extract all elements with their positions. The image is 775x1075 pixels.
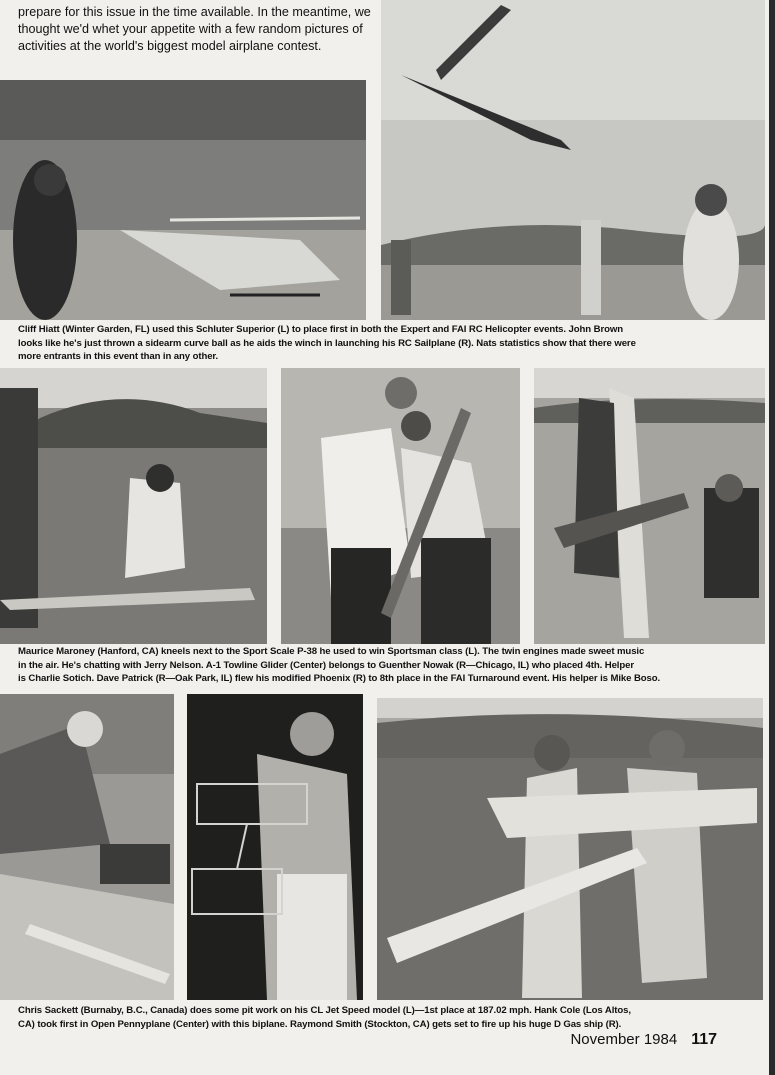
photo-jet-speed-pit: [0, 694, 174, 1000]
page-number: 117: [691, 1031, 717, 1048]
caption-line: is Charlie Sotich. Dave Patrick (R—Oak Park, IL) flew his modified Phoenix (R) to 8th place in the FAI Turnaround event. His helper is Mike Boso.: [18, 673, 661, 684]
caption-row-2: [18, 645, 763, 686]
issue-date: November 1984: [570, 1031, 678, 1048]
intro-line: activities at the world's biggest model airplane contest.: [18, 39, 322, 53]
intro-line: thought we'd whet your appetite with a few random pictures of: [18, 22, 363, 36]
caption-line: CA) took first in Open Pennyplane (Center) with this biplane. Raymond Smith (Stockton, CA) gets set to fire up his huge D Gas ship (R).: [18, 1018, 622, 1030]
photo-phoenix-turnaround: [534, 368, 765, 644]
caption-row-3: [18, 1004, 763, 1031]
photo-p38-scale: [0, 368, 267, 644]
photo-towline-glider: [281, 368, 520, 644]
caption-line: looks like he's just thrown a sidearm curve ball as he aids the winch in launching his RC Sailplane (R). Nats statistics show that there were: [18, 337, 636, 349]
intro-paragraph: [18, 4, 371, 55]
caption-line: Chris Sackett (Burnaby, B.C., Canada) does some pit work on his CL Jet Speed model (L)—1st place at 187.02 mph. Hank Cole (Los Altos,: [18, 1005, 631, 1016]
page-footer: [570, 1031, 717, 1049]
intro-line: prepare for this issue in the time available. In the meantime, we: [18, 5, 371, 19]
photo-d-gas-ship: [377, 698, 763, 1000]
photo-helicopter: [0, 80, 366, 320]
caption-line: more entrants in this event than in any other.: [18, 351, 219, 362]
caption-row-1: [18, 323, 763, 364]
caption-line: Cliff Hiatt (Winter Garden, FL) used this Schluter Superior (L) to place first in both the Expert and FAI RC Helicopter events. John Brown: [18, 324, 623, 335]
caption-line: in the air. He's chatting with Jerry Nelson. A-1 Towline Glider (Center) belongs to Guenther Nowak (R—Chicago, IL) who placed 4th. Helper: [18, 659, 634, 671]
photo-pennyplane-biplane: [187, 694, 363, 1000]
photo-sailplane-launch: [381, 0, 765, 320]
page-edge-shadow: [769, 0, 775, 1075]
caption-line: Maurice Maroney (Hanford, CA) kneels next to the Sport Scale P-38 he used to win Sportsman class (L). The twin engines made sweet music: [18, 646, 645, 657]
